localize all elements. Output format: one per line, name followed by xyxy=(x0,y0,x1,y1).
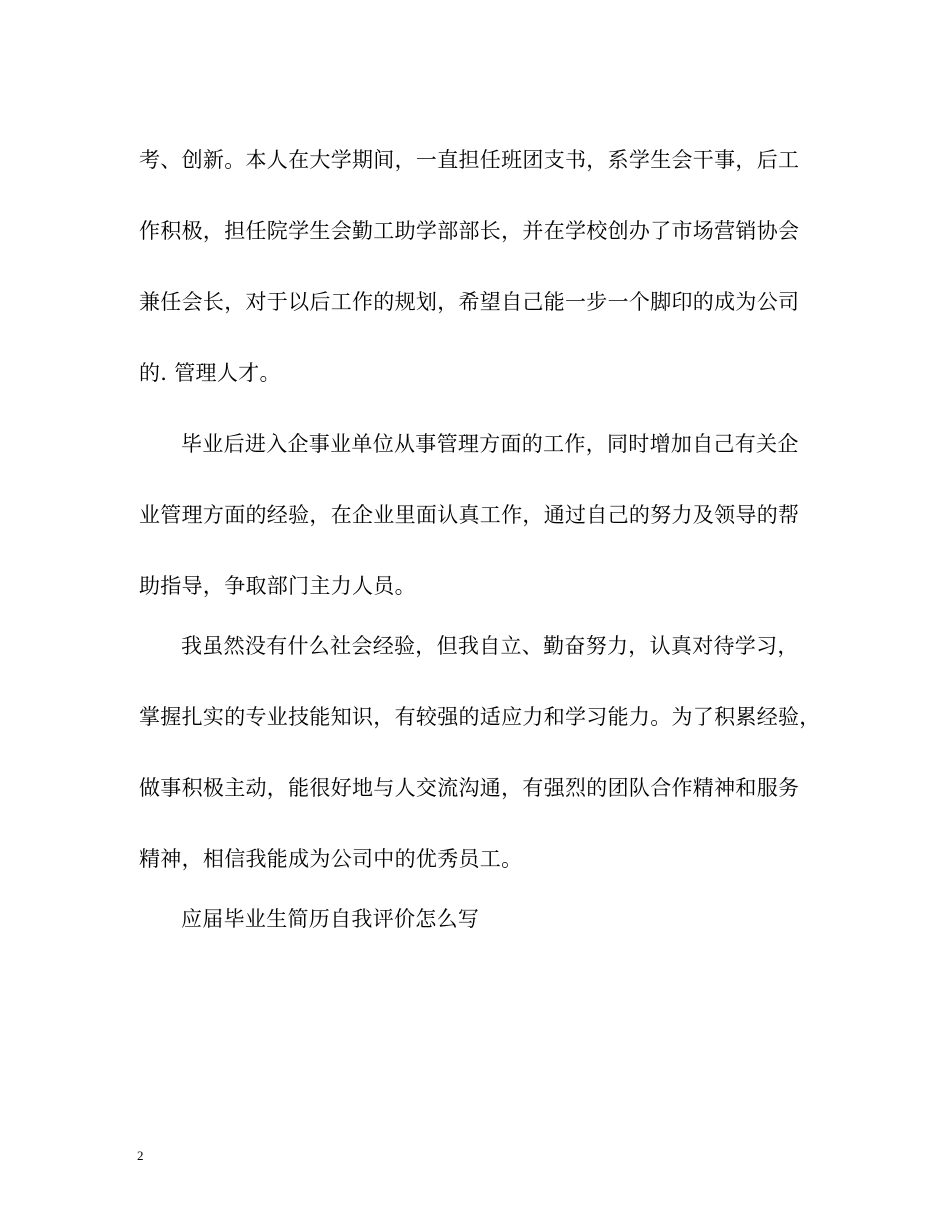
paragraph-3-line-3: 做事积极主动，能很好地与人交流沟通，有强烈的团队合作精神和服务 xyxy=(139,776,800,800)
paragraph-1-line-4: 的. 管理人才。 xyxy=(139,361,281,385)
page-number: 2 xyxy=(137,1148,144,1163)
paragraph-2-line-3: 助指导，争取部门主力人员。 xyxy=(139,574,416,598)
paragraph-3-line-1: 我虽然没有什么社会经验，但我自立、勤奋努力，认真对待学习， xyxy=(181,634,799,658)
paragraph-1-line-1: 考、创新。本人在大学期间，一直担任班团支书，系学生会干事，后工 xyxy=(139,148,800,172)
paragraph-1-line-3: 兼任会长，对于以后工作的规划，希望自己能一步一个脚印的成为公司 xyxy=(139,290,800,314)
paragraph-2-line-1: 毕业后进入企事业单位从事管理方面的工作，同时增加自己有关企 xyxy=(181,432,799,456)
paragraph-3-line-2: 掌握扎实的专业技能知识，有较强的适应力和学习能力。为了积累经验， xyxy=(139,705,821,729)
paragraph-2-line-2: 业管理方面的经验，在企业里面认真工作，通过自己的努力及领导的帮 xyxy=(139,503,800,527)
paragraph-3-line-4: 精神，相信我能成为公司中的优秀员工。 xyxy=(139,847,523,871)
paragraph-4-line-1: 应届毕业生简历自我评价怎么写 xyxy=(181,907,480,931)
paragraph-1-line-2: 作积极，担任院学生会勤工助学部部长，并在学校创办了市场营销协会 xyxy=(139,219,800,243)
